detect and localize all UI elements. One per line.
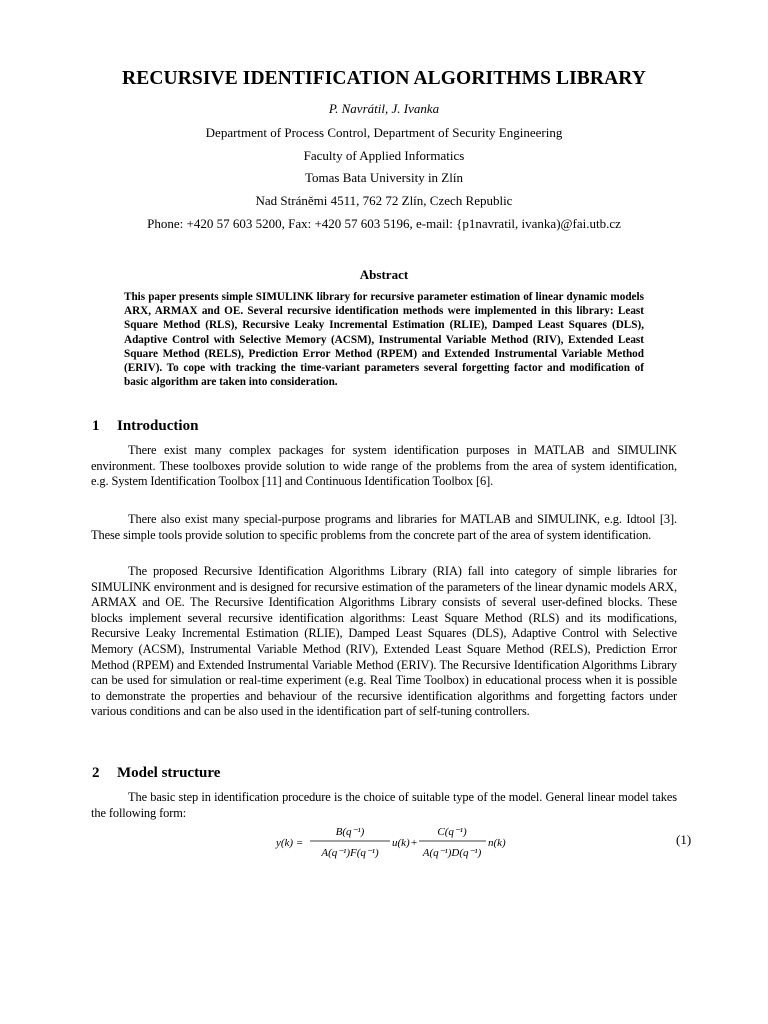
equation-variable: n(k): [488, 837, 506, 849]
affiliation-line: Nad Stráněmi 4511, 762 72 Zlín, Czech Republic: [255, 193, 513, 208]
equation-variable: u(k): [392, 837, 410, 849]
abstract-text: This paper presents simple SIMULINK library for recursive parameter estimation of linear dynamic models ARX, ARMAX and OE. Several recursive identification methods were implemented in this library: Least Square Method (RLS), Recursive Leaky Incremental Estimation (RLIE), Damped Least Squares (DLS), Adaptive Control with Selective Memory (ACSM), Instrumental Variable Method (RIV), Extended Least Square Method (RELS), Prediction Error Method (RPEM) and Extended Instrumental Variable Method (ERIV). To cope with tracking the time-variant parameters several forgetting factor and modification of basic algorithm are taken into consideration.: [124, 291, 644, 389]
section-heading-model-structure: [92, 765, 220, 782]
section-number: 1: [92, 418, 100, 434]
body-paragraph: There also exist many special-purpose programs and libraries for MATLAB and SIMULINK, e.g. Idtool [3]. These simple tools provide solution to specific problems from the concrete part of the area of system identification.: [91, 512, 677, 542]
equation-lhs: y(k) =: [276, 837, 304, 849]
equation-numerator: C(q⁻¹): [437, 826, 467, 838]
affiliation-line: Tomas Bata University in Zlín: [305, 170, 463, 185]
equation-numerator: B(q⁻¹): [335, 826, 365, 838]
abstract-heading: Abstract: [359, 267, 409, 282]
equation-plus: +: [411, 837, 418, 849]
equation-denominator: A(q⁻¹)D(q⁻¹): [422, 847, 482, 859]
section-title: Introduction: [117, 418, 199, 434]
body-paragraph: The basic step in identification procedure is the choice of suitable type of the model. General linear model takes the following form:: [91, 790, 677, 820]
section-heading-introduction: [92, 418, 198, 435]
contact-line: Phone: +420 57 603 5200, Fax: +420 57 603 5196, e-mail: {p1navratil, ivanka)@fai.utb.cz: [147, 216, 621, 231]
body-paragraph: The proposed Recursive Identification Algorithms Library (RIA) fall into category of simple libraries for SIMULINK environment and is designed for recursive estimation of the parameters of the linear dynamic models ARX, ARMAX and OE. The Recursive Identification Algorithms Library consists of several user-defined blocks. These blocks implement several recursive identification algorithms: Least Square Method (RLS) and its modifications, Recursive Leaky Incremental Estimation (RLIE), Damped Least Squares (DLS), Adaptive Control with Selective Memory (ACSM), Instrumental Variable Method (RIV), Extended Least Square Method (RELS), Prediction Error Method (RPEM) and Extended Instrumental Variable Method (ERIV). The Recursive Identification Algorithms Library can be used for simulation or real-time experiment (e.g. Real Time Toolbox) in educational process when it is possible to demonstrate the properties and behaviour of the recursive identification algorithms and forgetting factors under various conditions and can be also used in the identification part of self-tuning controllers.: [91, 564, 677, 719]
affiliation-line: Department of Process Control, Department of Security Engineering: [205, 125, 563, 140]
equation-denominator: A(q⁻¹)F(q⁻¹): [321, 847, 379, 859]
equation-1: [270, 820, 520, 864]
paper-title: RECURSIVE IDENTIFICATION ALGORITHMS LIBRARY: [122, 68, 646, 89]
equation-number: (1): [676, 832, 692, 847]
section-number: 2: [92, 765, 100, 781]
section-title: Model structure: [117, 765, 221, 781]
body-paragraph: There exist many complex packages for system identification purposes in MATLAB and SIMULINK environment. These toolboxes provide solution to wide range of the problems from the area of system identification, e.g. System Identification Toolbox [11] and Continuous Identification Toolbox [6].: [91, 443, 677, 489]
paper-authors: P. Navrátil, J. Ivanka: [328, 101, 440, 116]
affiliation-line: Faculty of Applied Informatics: [303, 148, 465, 163]
